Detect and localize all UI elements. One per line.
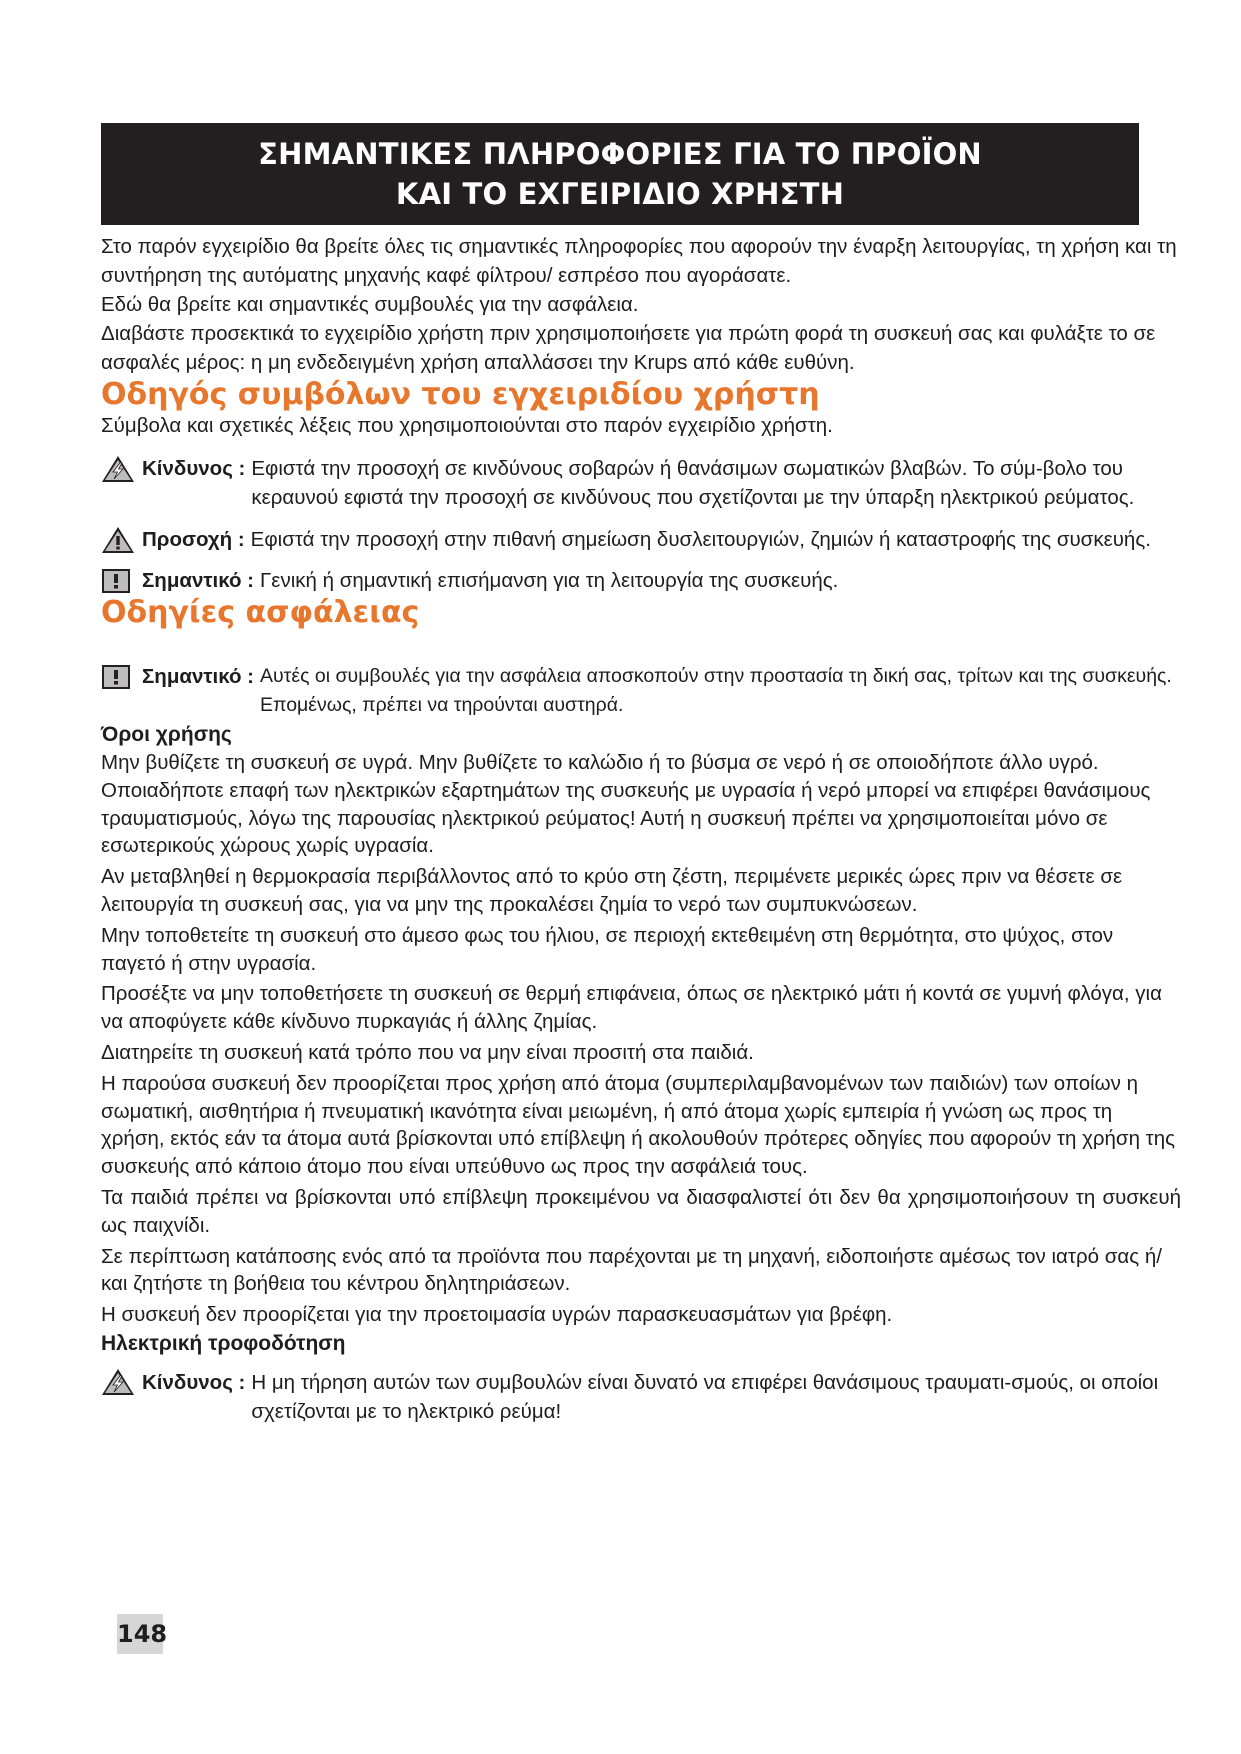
lightning-warning-icon (101, 1368, 137, 1397)
intro-text (101, 232, 1181, 377)
intro-paragraph: Στο παρόν εγχειρίδιο θα βρείτε όλες τις σημαντικές πληροφορίες που αφορούν την έναρξη λειτουργίας, τη χρήση και τη συντήρηση της αυτόματης μηχανής καφέ φίλτρου/ εσπρέσο που αγοράσατε. (101, 235, 1177, 287)
header-title-line2: ΚΑΙ ΤΟ ΕΧΓΕΙΡΙΔΙΟ ΧΡΗΣΤΗ (395, 177, 845, 211)
intro-paragraph: Διαβάστε προσεκτικά το εγχειρίδιο χρήστη πριν χρησιμοποιήσετε για πρώτη φορά τη συσκευή σας και φυλάξτε το σε ασφαλές μέρος: η μη ενδεδειγμένη χρήση απαλλάσσει την Krups από κάθε ευθύνη. (101, 322, 1156, 374)
electric-danger-label: Κίνδυνος : (142, 1370, 246, 1394)
important-label: Σημαντικό : (142, 569, 255, 592)
important-description: Γενική ή σημαντική επισήμανση για τη λειτουργία της συσκευής. (260, 569, 839, 592)
terms-paragraph: Αν μεταβληθεί η θερμοκρασία περιβάλλοντος από το κρύο στη ζέστη, περιμένετε μερικές ώρες πριν να θέσετε σε λειτουργία τη συσκευή σας, για να μην της προκαλέσει ζημία το νερό των συμπυκνώσεων. (101, 865, 1123, 916)
electric-danger-description: Η μη τήρηση αυτών των συμβουλών είναι δυνατό να επιφέρει θανάσιμους τραυματι-σμούς, οι οποίοι σχετίζονται με το ηλεκτρικό ρεύμα! (251, 1370, 1159, 1423)
terms-paragraph: Διατηρείτε τη συσκευή κατά τρόπο που να μην είναι προσιτή στα παιδιά. (101, 1040, 754, 1064)
electric-supply-title: Ηλεκτρική τροφοδότηση (101, 1331, 346, 1355)
page-header (101, 123, 1139, 225)
danger-label: Κίνδυνος : (142, 457, 246, 480)
terms-paragraph: Τα παιδιά πρέπει να βρίσκονται υπό επίβλεψη προκειμένου να διασφαλιστεί ότι δεν θα χρησιμοποιήσουν τη συσκευή ως παιχνίδι. (101, 1185, 1181, 1237)
exclamation-triangle-icon (101, 525, 137, 554)
safety-important-label: Σημαντικό : (142, 665, 255, 688)
terms-of-use-title: Όροι χρήσης (101, 723, 232, 746)
terms-paragraph: Σε περίπτωση κατάποσης ενός από τα προϊόντα που παρέχονται με τη μηχανή, ειδοποιήστε αμέσως τον ιατρό σας ή/ και ζητήστε τη βοήθεια του κέντρου δηλητηριάσεων. (101, 1244, 1162, 1296)
intro-paragraph: Εδώ θα βρείτε και σημαντικές συμβουλές για την ασφάλεια. (101, 293, 639, 316)
terms-paragraph: Προσέξτε να μην τοποθετήσετε τη συσκευή σε θερμή επιφάνεια, όπως σε ηλεκτρικό μάτι ή κοντά σε γυμνή φλόγα, για να αποφύγετε κάθε κίνδυνο πυρκαγιάς ή άλλης ζημίας. (101, 982, 1162, 1034)
symbols-section-subtitle: Σύμβολα και σχετικές λέξεις που χρησιμοποιούνται στο παρόν εγχειρίδιο χρήστη. (101, 414, 833, 437)
symbols-section-title: Οδηγός συμβόλων του εγχειριδίου χρήστη (101, 377, 820, 412)
terms-paragraph: Μην τοποθετείτε τη συσκευή στο άμεσο φως του ήλιου, σε περιοχή εκτεθειμένη στη θερμότητα, στο ψύχος, στον παγετό ή στην υγρασία. (101, 923, 1114, 975)
terms-paragraph: Η παρούσα συσκευή δεν προορίζεται προς χρήση από άτομα (συμπεριλαμβανομένων των παιδιών) των οποίων η σωματική, αισθητήρια ή πνευματική ικανότητα είναι μειωμένη, ή από άτομα χωρίς εμπειρία ή γνώση ως προς τη χρήση, εκτός εάν τα άτομα αυτά βρίσκονται υπό επίβλεψη ή ακολουθούν πρότερες οδηγίες που αφορούν τη χρήση της συσκευής από κάποιο άτομο που είναι υπεύθυνο ως προς την ασφάλειά τους. (101, 1071, 1176, 1179)
symbol-danger-row (101, 454, 1181, 512)
terms-of-use-text (101, 749, 1181, 1329)
safety-important-row (101, 662, 1181, 720)
lightning-warning-icon (101, 454, 137, 483)
header-title-line1: ΣΗΜΑΝΤΙΚΕΣ ΠΛΗΡΟΦΟΡΙΕΣ ΓΙΑ ΤΟ ΠΡΟΪΟΝ (258, 137, 982, 171)
terms-paragraph: Η συσκευή δεν προορίζεται για την προετοιμασία υγρών παρασκευασμάτων για βρέφη. (101, 1303, 893, 1327)
exclamation-square-icon (101, 566, 137, 595)
caution-description: Εφιστά την προσοχή στην πιθανή σημείωση δυσλειτουργιών, ζημιών ή καταστροφής της συσκευής. (250, 528, 1151, 551)
caution-label: Προσοχή : (142, 528, 245, 551)
symbol-important-row (101, 566, 1181, 595)
symbol-caution-row (101, 525, 1181, 554)
terms-paragraph: Μην βυθίζετε τη συσκευή σε υγρά. Μην βυθίζετε το καλώδιο ή το βύσμα σε νερό ή σε οποιοδήποτε άλλο υγρό. Οποιαδήποτε επαφή των ηλεκτρικών εξαρτημάτων της συσκευής με υγρασία ή νερό μπορεί να επιφέρει θανάσιμους τραυματισμούς, λόγω της παρουσίας ηλεκτρικού ρεύματος! Αυτή η συσκευή πρέπει να χρησιμοποιείται μόνο σε εσωτερικούς χώρους χωρίς υγρασία. (101, 751, 1151, 858)
safety-section-title: Οδηγίες ασφάλειας (101, 595, 420, 630)
danger-description: Εφιστά την προσοχή σε κινδύνους σοβαρών ή θανάσιμων σωματικών βλαβών. Το σύμ-βολο του κεραυνού εφιστά την προσοχή σε κινδύνους που σχετίζονται με την ύπαρξη ηλεκτρικού ρεύματος. (251, 457, 1135, 509)
electric-danger-row (101, 1368, 1181, 1426)
page-number: 148 (117, 1614, 163, 1654)
exclamation-square-icon (101, 662, 137, 691)
page-content (101, 123, 1181, 1426)
safety-important-description: Αυτές οι συμβουλές για την ασφάλεια αποσκοπούν στην προστασία τη δική σας, τρίτων και της συσκευής. Επομένως, πρέπει να τηρούνται αυστηρά. (260, 665, 1172, 716)
